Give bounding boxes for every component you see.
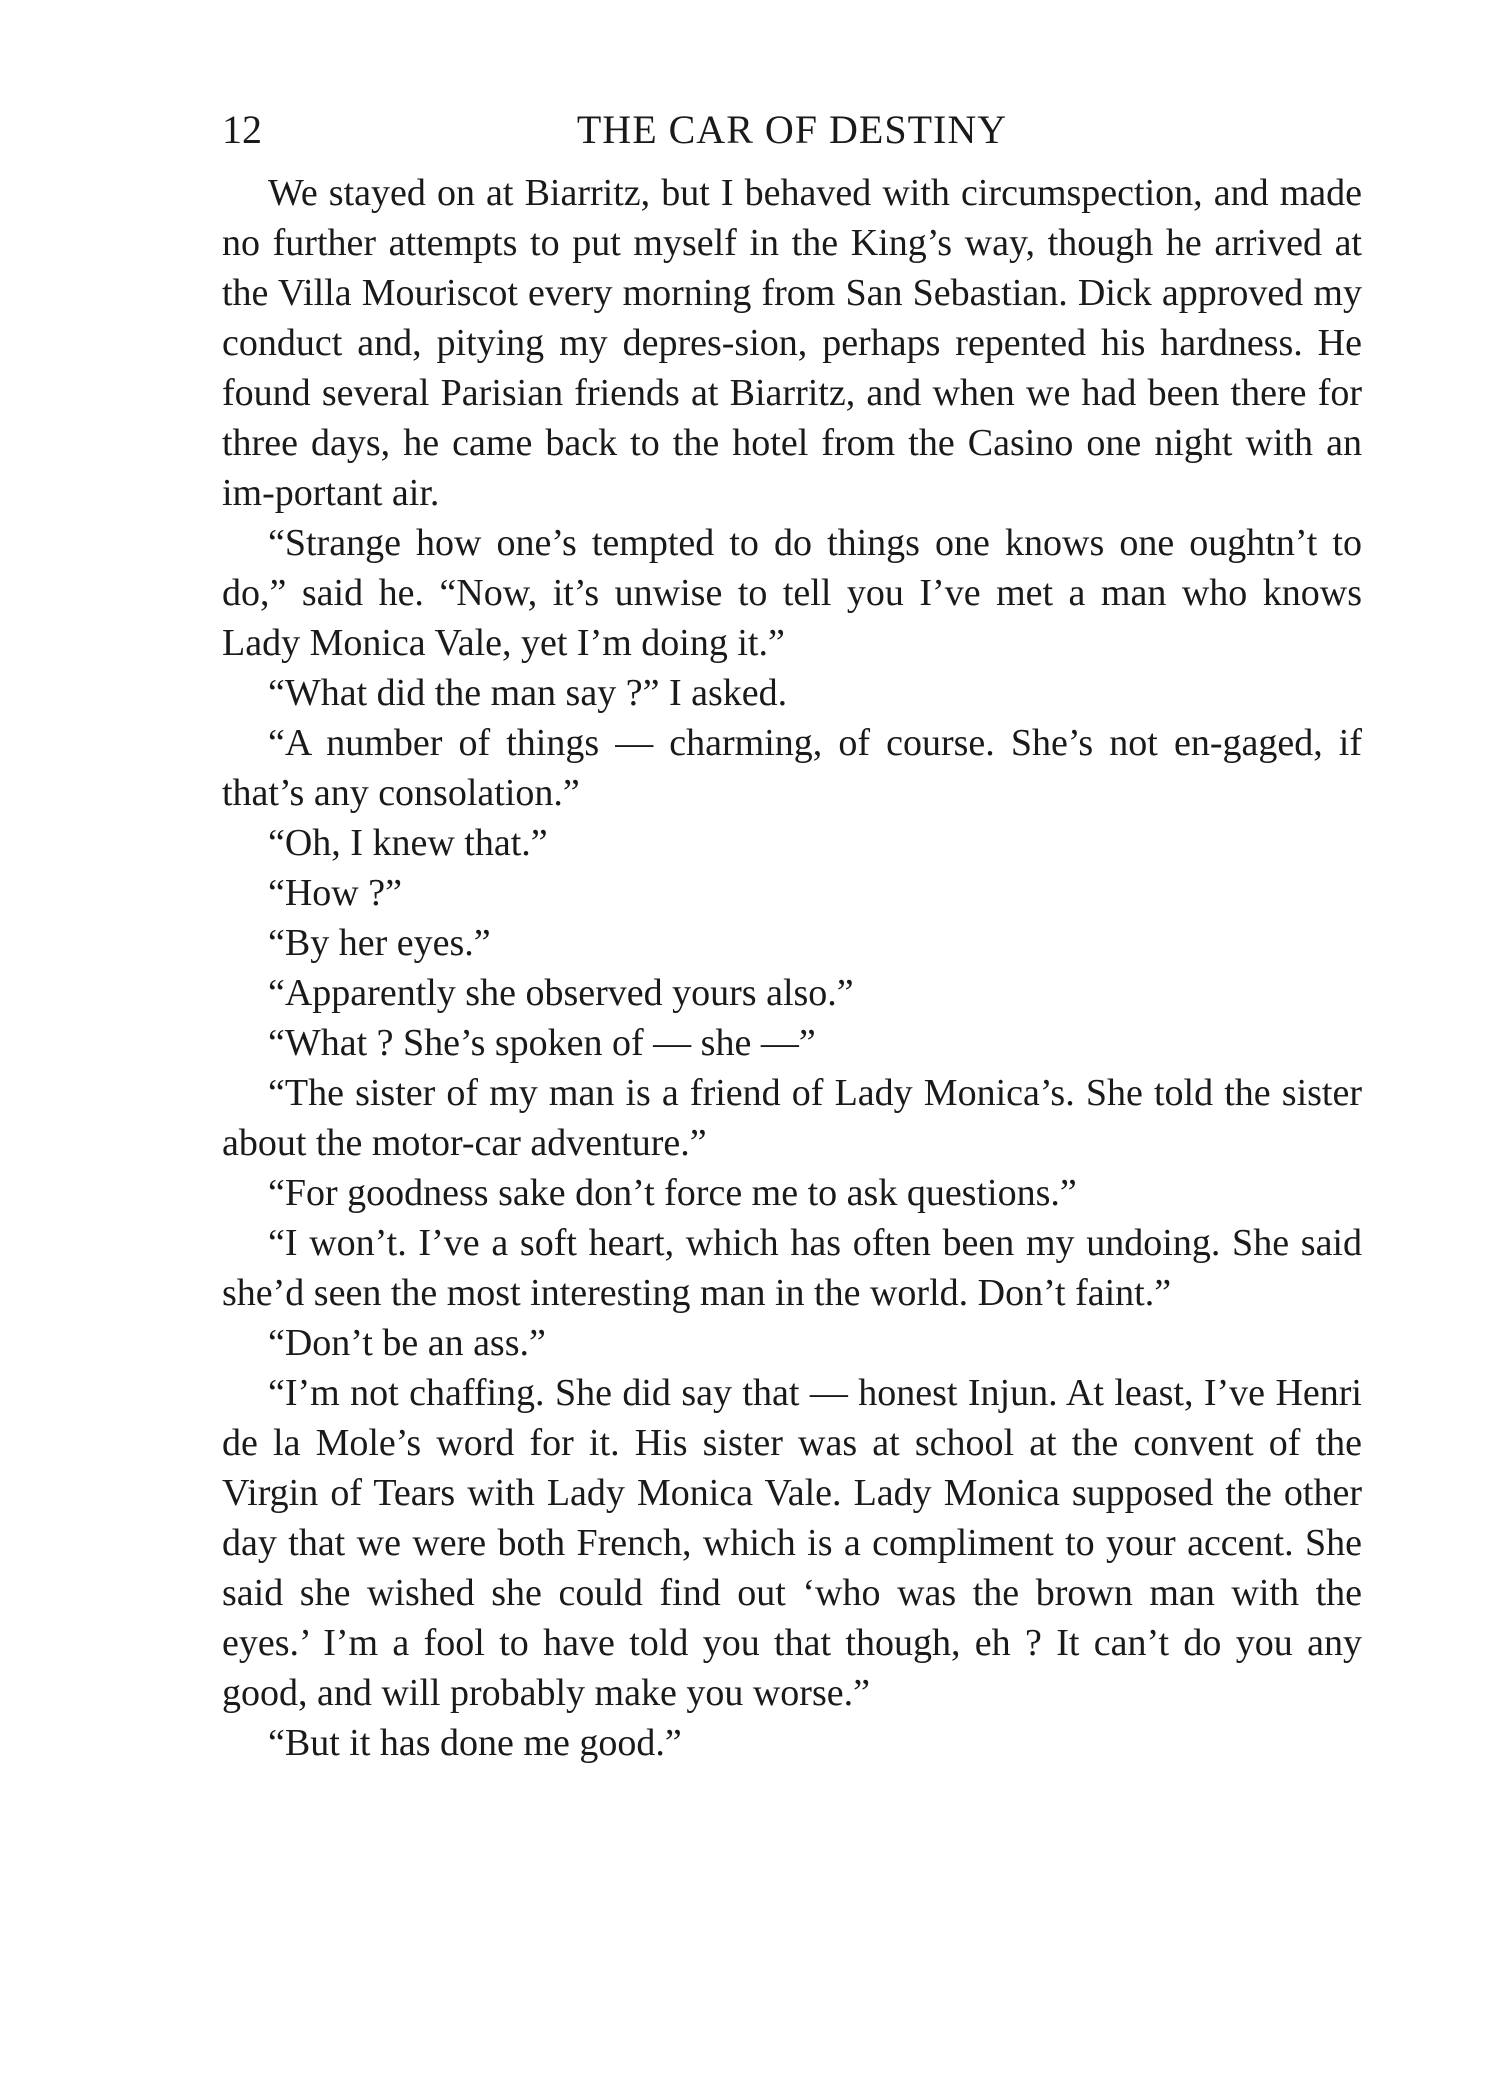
running-head xyxy=(222,100,1362,160)
paragraph: “I won’t. I’ve a soft heart, which has often been my undoing. She said she’d seen the most interesting man in the world. Don’t faint.” xyxy=(222,1222,1362,1314)
paragraph: “But it has done me good.” xyxy=(268,1722,682,1764)
paragraph: “The sister of my man is a friend of Lady Monica’s. She told the sister about the motor-car adventure.” xyxy=(222,1072,1362,1164)
paragraph: “I’m not chaffing. She did say that — honest Injun. At least, I’ve Henri de la Mole’s word for it. His sister was at school at the convent of the Virgin of Tears with Lady Monica Vale. Lady Monica supposed the other day that we were both French, which is a compliment to your accent. She said she wished she could find out ‘who was the brown man with the eyes.’ I’m a fool to have told you that though, eh ? It can’t do you any good, and will probably make you worse.” xyxy=(222,1372,1362,1714)
paragraph: “Apparently she observed yours also.” xyxy=(268,972,854,1014)
paragraph: “What did the man say ?” I asked. xyxy=(268,672,788,714)
body-text xyxy=(222,168,1362,1768)
page-number: 12 xyxy=(222,107,262,152)
paragraph: “How ?” xyxy=(268,872,402,914)
paragraph: “For goodness sake don’t force me to ask questions.” xyxy=(268,1172,1077,1214)
paragraph: We stayed on at Biarritz, but I behaved with circumspection, and made no further attempts to put myself in the King’s way, though he arrived at the Villa Mouriscot every morning from San Sebastian. Dick approved my conduct and, pitying my depres-sion, perhaps repented his hardness. He found several Parisian friends at Biarritz, and when we had been there for three days, he came back to the hotel from the Casino one night with an im-portant air. xyxy=(222,172,1362,514)
paragraph: “Don’t be an ass.” xyxy=(268,1322,546,1364)
running-title: THE CAR OF DESTINY xyxy=(576,107,1008,152)
paragraph: “Strange how one’s tempted to do things one knows one oughtn’t to do,” said he. “Now, it’s unwise to tell you I’ve met a man who knows Lady Monica Vale, yet I’m doing it.” xyxy=(222,522,1362,664)
paragraph: “What ? She’s spoken of — she —” xyxy=(268,1022,816,1064)
paragraph: “Oh, I knew that.” xyxy=(268,822,548,864)
paragraph: “By her eyes.” xyxy=(268,922,491,964)
paragraph: “A number of things — charming, of course. She’s not en-gaged, if that’s any consolation.” xyxy=(222,722,1362,814)
